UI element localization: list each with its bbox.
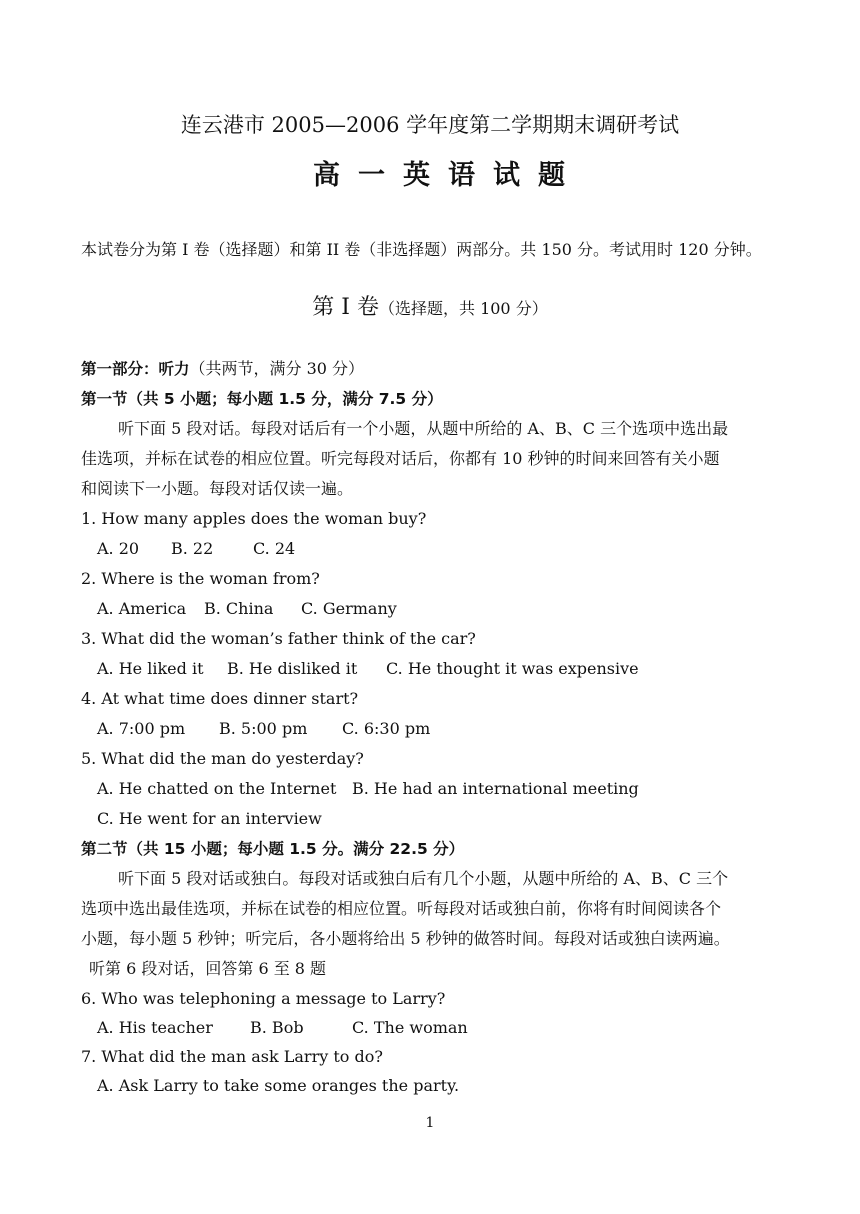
option-c: C. The woman [352,1018,468,1037]
question-4: 4. At what time does dinner start? [81,689,359,708]
question-1: 1. How many apples does the woman buy? [81,509,427,528]
option-a: A. Ask Larry to take some oranges the party. [97,1076,460,1095]
page-number: 1 [425,1115,435,1131]
option-a: A. He liked it [97,659,204,678]
part1-note: （共两节，满分 30 分） [189,359,365,378]
option-b: B. Bob [250,1018,304,1037]
option-b: B. He had an international meeting [352,779,639,798]
section1-instruction-line: 听下面 5 段对话。每段对话后有一个小题，从题中所给的 A、B、C 三个选项中选出最 [118,419,729,438]
exam-title: 连云港市 2005—2006 学年度第二学期期末调研考试 [180,113,680,137]
part1-title: 第一部分：听力 [81,360,190,378]
options-7 [97,1076,459,1096]
section1-instruction-line: 佳选项，并标在试卷的相应位置。听完每段对话后，你都有 10 秒钟的时间来回答有关小题 [81,449,720,468]
options-6 [97,1018,468,1038]
option-a: A. 7:00 pm [97,719,186,738]
exam-intro: 本试卷分为第 I 卷（选择题）和第 II 卷（非选择题）两部分。共 150 分。考试用时 120 分钟。 [81,240,762,259]
section1-heading: 第一节（共 5 小题；每小题 1.5 分，满分 7.5 分） [81,390,443,408]
options-3 [97,659,639,679]
option-c: C. 24 [253,539,296,558]
question-3: 3. What did the woman’s father think of the car? [81,629,476,648]
options-5-c [97,809,322,829]
option-b: B. 5:00 pm [219,719,308,738]
part1-heading [81,359,364,379]
option-a: A. 20 [97,539,140,558]
option-b: B. He disliked it [227,659,358,678]
option-a: A. His teacher [97,1018,213,1037]
section2-instruction-line: 选项中选出最佳选项，并标在试卷的相应位置。听每段对话或独白前，你将有时间阅读各个 [81,899,722,918]
volume-note: （选择题，共 100 分） [378,299,548,318]
dialogue-note: 听第 6 段对话，回答第 6 至 8 题 [89,959,327,978]
question-7: 7. What did the man ask Larry to do? [81,1047,383,1066]
question-2: 2. Where is the woman from? [81,569,320,588]
option-c: C. He went for an interview [97,809,322,828]
option-a: A. He chatted on the Internet [97,779,337,798]
options-5 [97,779,639,799]
option-b: B. China [204,599,274,618]
volume-main: 第 I 卷 [312,295,379,320]
volume-heading [0,294,860,323]
option-b: B. 22 [171,539,214,558]
section1-instruction-line: 和阅读下一小题。每段对话仅读一遍。 [81,479,354,498]
section2-heading: 第二节（共 15 小题；每小题 1.5 分。满分 22.5 分） [81,840,465,858]
option-c: C. 6:30 pm [342,719,431,738]
options-2 [97,599,397,619]
section2-instruction-line: 听下面 5 段对话或独白。每段对话或独白后有几个小题，从题中所给的 A、B、C 三个 [118,869,729,888]
options-1 [97,539,295,559]
options-4 [97,719,430,739]
question-5: 5. What did the man do yesterday? [81,749,364,768]
option-a: A. America [97,599,187,618]
option-c: C. He thought it was expensive [386,659,639,678]
option-c: C. Germany [301,599,397,618]
subject-title: 高一英语试题 [313,160,583,191]
question-6: 6. Who was telephoning a message to Larry? [81,989,446,1008]
section2-instruction-line: 小题，每小题 5 秒钟；听完后，各小题将给出 5 秒钟的做答时间。每段对话或独白读两遍。 [81,929,730,948]
